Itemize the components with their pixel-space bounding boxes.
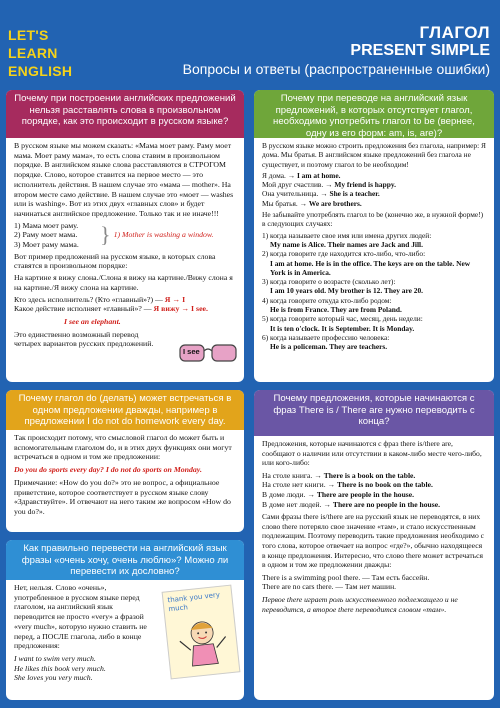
case-example: It is ten o'clock. It is September. It is Monday. [270, 323, 415, 333]
paragraph: В русском языке мы можем сказать: «Мама моет раму. Раму моет мама. Моет раму мама», то есть слова ставим в произвольном порядке. В английском языке слова расставляются в СТРОГОМ порядке. Слово, которое ставится на первое место — это исполнитель действия. В нашем случае это «мама — mother». На втором месте само действие. В нашем случае это «моет — washes или is washing». Вот из этих двух «главных слов» и будет начинаться английское предложение. Только так и не иначе!!! [14, 141, 234, 218]
example-row [262, 189, 486, 198]
case-title: 1) когда называете свое имя или имена других людей: [262, 230, 432, 240]
case [262, 314, 486, 333]
en: There are no people in the house. [332, 499, 440, 509]
paragraph: Это единственно возможный перевод четырех вариантов русских предложений. [14, 329, 154, 349]
case-title: 2) когда говорите где находится кто-либо, что-либо: [262, 249, 426, 259]
paragraph: Не забывайте употреблять глагол to be (конечно же, в нужной форме!) в следующих случаях: [262, 210, 484, 229]
case-title: 3) когда говорите о возрасте (сколько лет): [262, 277, 396, 287]
paragraph: Так происходит потому, что смысловой глагол do может быть и вспомогательным глаголом do, и в этих двух функциях они могут встречаться в одном и том же предложении: [14, 433, 232, 462]
logo-line-2: LEARN [8, 45, 58, 61]
case-title: 5) когда говорите который час, месяц, день недели: [262, 314, 423, 324]
example-sentence: I see an elephant. [64, 316, 121, 326]
case [262, 333, 486, 352]
case-example: I am 10 years old. My brother is 12. They are 20. [270, 286, 424, 296]
ru: Она учительница. → [262, 189, 328, 199]
example-row [262, 471, 486, 481]
paragraph: На картине я вижу слона./Слона я вижу на картине./Вижу слона я на картине./Я вижу слона на картине. [14, 273, 233, 292]
question-text: Кто здесь исполнитель? (Кто «главный»?) — [14, 294, 163, 304]
ru: Я дома. → [262, 170, 296, 180]
page-title: ГЛАГОЛ [419, 23, 490, 42]
thank-you-card [162, 585, 241, 680]
case-title: 6) когда называете профессию человека: [262, 332, 390, 342]
case-example: I am at home. He is in the office. The keys are on the table. New York is in America. [270, 258, 471, 277]
example-row: There is a swimming pool there. — Там есть бассейн. [262, 572, 430, 582]
card-text: thank you very much [167, 590, 221, 614]
girl-illustration-icon [165, 611, 241, 678]
paragraph: Предложения, которые начинаются с фраз there is/there are, сообщают о наличии или отсутствии в каком-либо месте чего-либо, или кого-либо: [262, 439, 482, 468]
example-sentence: He likes this book very much. [14, 663, 106, 673]
glasses-text: I see [183, 347, 200, 356]
panel-do-twice [6, 390, 244, 532]
ru: На столе книга. → [262, 470, 322, 480]
example-list [14, 654, 148, 683]
example-row: There are no cars there. — Там нет машин. [262, 582, 397, 592]
case [262, 277, 486, 296]
page-subtitle: PRESENT SIMPLE [350, 42, 490, 59]
paragraph: Сами фразы there is/there are на русский язык не переводятся, в них слово there потеряло свое значение «там», и стало искусственным подлежащим. Поэтому переводить такие предложения необходимо с того слова, которое отвечает на вопрос «где?», обычно находящееся в конце предложения. Интересно, что слово there может встречаться в одном и том же предложении дважды: [262, 512, 485, 570]
ru: Мой друг счастлив. → [262, 180, 333, 190]
example-sentence: I want to swim very much. [14, 653, 96, 663]
examples-2 [262, 573, 486, 592]
panel-body [6, 138, 244, 354]
paragraph: Вот пример предложений на русском языке, в которых слова ставятся в произвольном порядке: [14, 251, 216, 271]
examples [262, 171, 486, 208]
panel-heading: Почему глагол do (делать) может встречаться в одном предложении дважды, например в предложении I do not do homework every day. [6, 390, 244, 430]
question-text: Какое действие исполняет «главный»? — [14, 304, 152, 314]
en: There is no book on the table. [337, 480, 433, 490]
ru: В доме нет людей. → [262, 499, 331, 509]
case [262, 231, 486, 250]
panel-heading: Почему при построении английских предложений нельзя расставлять слова в произвольном порядке, как это происходит в русском языке? [6, 90, 244, 138]
example-row [262, 199, 486, 208]
example-row [262, 171, 486, 180]
en: I am at home. [296, 170, 341, 180]
en: We are brothers. [308, 198, 362, 208]
panel-heading: Почему предложения, которые начинаются с фраз There is / There are нужно переводить с конца? [254, 390, 494, 436]
case-example: He is a policeman. They are teachers. [270, 342, 388, 352]
example-row [262, 480, 486, 490]
panel-word-order [6, 90, 244, 382]
panel-body [254, 436, 494, 619]
panel-heading: Почему при переводе на английский язык предложений, в которых отсутствует глагол, необходимо употребить глагол to be (вернее, одну из его форм: am, is, are)? [254, 90, 494, 138]
paragraph: Первое there играет роль искусственного подлежащего и не переводится, а второе there переводится словом «там». [262, 594, 458, 614]
en: There are people in the house. [316, 489, 415, 499]
ru: Мы братья. → [262, 198, 308, 208]
translation: 1) Mother is washing a window. [113, 230, 214, 240]
panel-very-much [6, 540, 244, 700]
example-row [262, 180, 486, 189]
russian-list [14, 221, 100, 250]
question-1 [14, 295, 236, 305]
paragraph: В русском языке можно строить предложения без глагола, например: Я дома. Мы братья. В английском языке предложений без глагола не существует, и поэтому глагол to be необходим! [262, 141, 486, 169]
case-example: My name is Alice. Their names are Jack and Jill. [270, 239, 423, 249]
example-row [262, 500, 486, 510]
logo-line-1: LET'S [8, 27, 49, 43]
panel-body [6, 580, 156, 686]
glasses-icon [178, 342, 238, 364]
panel-body [6, 430, 244, 522]
en: She is a teacher. [329, 189, 380, 199]
note: Примечание: «How do you do?» это не вопрос, а официальное приветствие, которое соответствует в русском языке слову «Здравствуйте». И отвечают на него таким же вопросом «How do you do?». [14, 477, 231, 516]
panel-there-is [254, 390, 494, 700]
paragraph: Нет, нельзя. Слово «очень», употребленное в русском языке перед глаголом, на английский язык переводится не просто «very» а фразой «very much», которую нужно ставить не перед, а ПОСЛЕ глагола, либо в конце предложения: [14, 583, 147, 651]
question-2 [14, 304, 236, 314]
example-list [14, 221, 236, 250]
list-item: 1) Мама моет раму. [14, 220, 79, 230]
page-caption: Вопросы и ответы (распространенные ошибки) [182, 61, 490, 77]
panel-heading: Как правильно перевести на английский язык фразы «очень хочу, очень люблю»? Можно ли перевести их дословно? [6, 540, 244, 580]
case-example: He is from France. They are from Poland. [270, 305, 402, 315]
logo [8, 26, 74, 80]
en: My friend is happy. [334, 180, 396, 190]
panel-body [254, 138, 494, 355]
example-row [262, 490, 486, 500]
ru: В доме люди. → [262, 489, 315, 499]
example-sentence: She loves you very much. [14, 673, 93, 683]
case [262, 296, 486, 315]
case-title: 4) когда говорите откуда кто-либо родом: [262, 295, 392, 305]
examples [262, 471, 486, 509]
answer-text: Я вижу → I see. [153, 304, 208, 314]
panel-to-be [254, 90, 494, 382]
bracket-icon: } [100, 222, 111, 248]
list-item: 2) Раму моет мама. [14, 230, 78, 240]
en: There is a book on the table. [323, 470, 416, 480]
example-sentence: Do you do sports every day? I do not do sports on Monday. [14, 465, 202, 475]
answer-text: Я → I [164, 294, 186, 304]
page-header [90, 24, 490, 78]
logo-line-3: ENGLISH [8, 63, 73, 79]
list-item: 3) Моет раму мама. [14, 240, 79, 250]
ru: На столе нет книги. → [262, 480, 336, 490]
case [262, 249, 486, 277]
